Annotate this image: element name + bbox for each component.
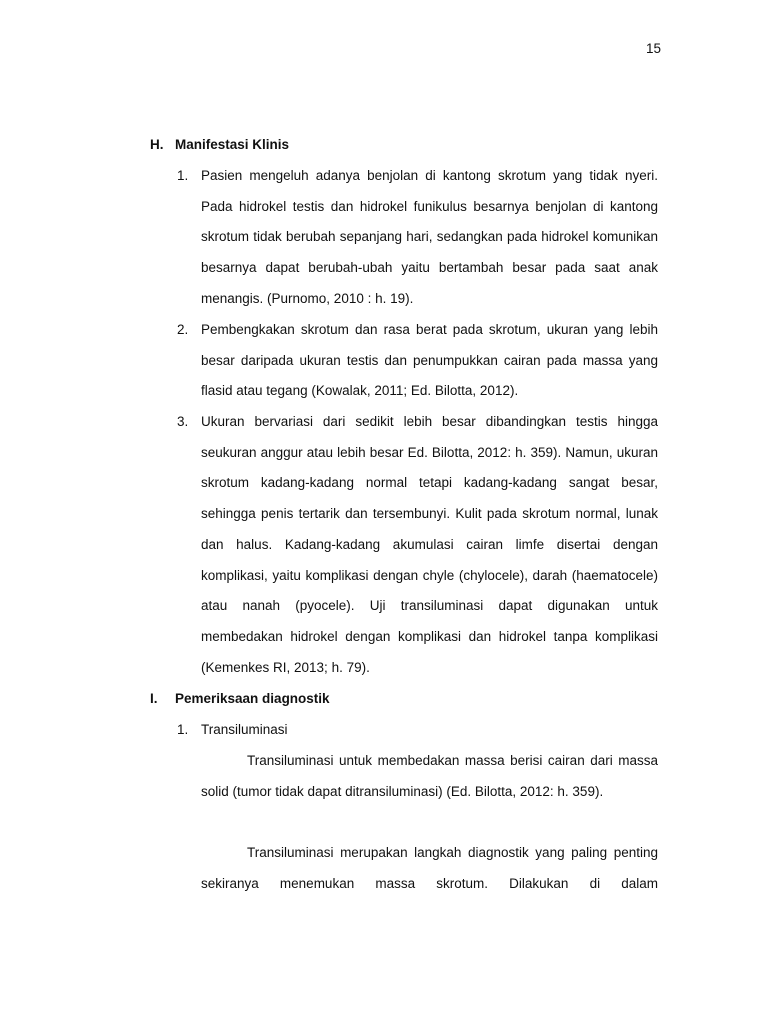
list-item-text: Pasien mengeluh adanya benjolan di kantong skrotum yang tidak nyeri. Pada hidrokel testis dan hidrokel funikulus besarnya benjolan di kantong skrotum tidak berubah sepanjang hari, sedangkan pada hidrokel komunikan besarnya dapat berubah-ubah yaitu bertambah besar pada saat anak menangis. (Purnomo, 2010 : h. 19). bbox=[201, 168, 658, 306]
list-number: 1. bbox=[177, 722, 189, 737]
list-number: 2. bbox=[177, 322, 189, 337]
paragraph: Transiluminasi untuk membedakan massa berisi cairan dari massa solid (tumor tidak dapat ditransiluminasi) (Ed. Bilotta, 2012: h. 359). bbox=[201, 753, 658, 799]
list-number: 1. bbox=[177, 168, 189, 183]
list-item-text: Ukuran bervariasi dari sedikit lebih besar dibandingkan testis hingga seukuran anggur atau lebih besar Ed. Bilotta, 2012: h. 359). Namun, ukuran skrotum kadang-kadang normal tetapi kadang-kadang sangat besar, sehingga penis tertarik dan tersembunyi. Kulit pada skrotum normal, lunak dan halus. Kadang-kadang akumulasi cairan limfe disertai dengan komplikasi, yaitu komplikasi dengan chyle (chylocele), darah (haematocele) atau nanah (pyocele). Uji transiluminasi dapat digunakan untuk membedakan hidrokel dengan komplikasi dan hidrokel tanpa komplikasi (Kemenkes RI, 2013; h. 79). bbox=[201, 414, 658, 675]
subsection-title: Transiluminasi bbox=[201, 722, 288, 737]
section-letter-h: H. bbox=[150, 137, 164, 152]
section-letter-i: I. bbox=[150, 691, 158, 706]
page-number: 15 bbox=[645, 41, 661, 56]
section-heading-h bbox=[150, 137, 289, 152]
section-heading-i bbox=[150, 691, 330, 706]
list-number: 3. bbox=[177, 414, 189, 429]
section-title-i: Pemeriksaan diagnostik bbox=[175, 691, 330, 706]
paragraph: Transiluminasi merupakan langkah diagnostik yang paling penting sekiranya menemukan massa skrotum. Dilakukan di dalam bbox=[201, 845, 658, 891]
section-title-h: Manifestasi Klinis bbox=[175, 137, 290, 152]
list-item-text: Pembengkakan skrotum dan rasa berat pada skrotum, ukuran yang lebih besar daripada ukuran testis dan penumpukkan cairan pada massa yang flasid atau tegang (Kowalak, 2011; Ed. Bilotta, 2012). bbox=[201, 322, 658, 399]
